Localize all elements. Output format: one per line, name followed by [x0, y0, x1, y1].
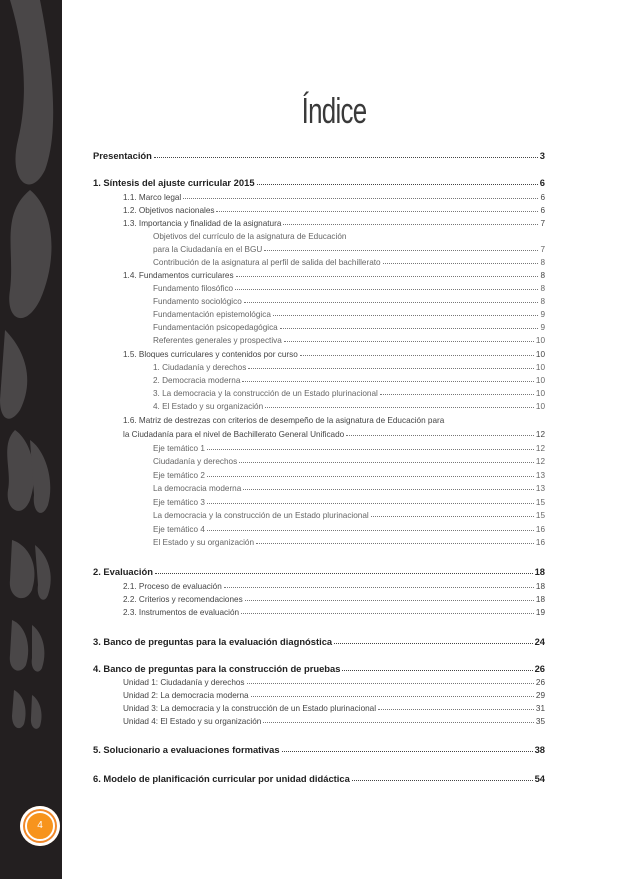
toc-page: 10 [535, 376, 545, 385]
toc-page: 29 [535, 691, 545, 700]
toc-page: 19 [535, 608, 545, 617]
page-title: Índice [301, 90, 367, 131]
toc-page: 12 [535, 430, 545, 439]
toc-entry[interactable] [93, 663, 545, 674]
toc-leader [154, 157, 538, 158]
toc-entry[interactable] [123, 582, 545, 591]
toc-leader [155, 573, 533, 574]
toc-page: 8 [540, 297, 545, 306]
toc-label: 1. Ciudadanía y derechos [153, 363, 247, 372]
toc-label: 1.1. Marco legal [123, 193, 182, 202]
page-number-badge [20, 806, 60, 846]
toc-label: Eje temático 3 [153, 498, 205, 507]
toc-page: 7 [540, 245, 545, 254]
toc-page: 6 [540, 206, 545, 215]
toc-label: 2. Democracia moderna [153, 376, 241, 385]
toc-leader [264, 250, 538, 251]
toc-leader [242, 381, 534, 382]
toc-entry[interactable] [93, 636, 545, 647]
toc-label: 1. Síntesis del ajuste curricular 2015 [93, 177, 255, 188]
toc-label: 4. Banco de preguntas para la construcción de pruebas [93, 663, 341, 674]
toc-label: para la Ciudadanía en el BGU [153, 245, 263, 254]
toc-page: 18 [535, 595, 545, 604]
toc-leader [265, 407, 534, 408]
toc-label: Unidad 4: El Estado y su organización [123, 717, 262, 726]
toc-entry[interactable] [153, 363, 545, 372]
toc-page: 12 [535, 444, 545, 453]
toc-entry[interactable] [93, 566, 545, 577]
toc-leader [244, 302, 539, 303]
toc-entry[interactable] [153, 376, 545, 385]
toc-page: 16 [535, 538, 545, 547]
toc-entry[interactable] [153, 389, 545, 398]
toc-label: Contribución de la asignatura al perfil de salida del bachillerato [153, 258, 381, 267]
toc-leader [352, 780, 533, 781]
toc-entry[interactable] [153, 258, 545, 267]
toc-page: 10 [535, 389, 545, 398]
toc-leader [284, 341, 534, 342]
toc-label: Unidad 3: La democracia y la construcción de un Estado plurinacional [123, 704, 377, 713]
toc-entry[interactable] [153, 245, 545, 254]
toc-leader [216, 211, 538, 212]
toc-leader [224, 587, 534, 588]
toc-leader [263, 722, 534, 723]
toc-label: Presentación [93, 150, 152, 161]
toc-leader [236, 276, 539, 277]
toc-label: 4. El Estado y su organización [153, 402, 264, 411]
toc-label: 1.4. Fundamentos curriculares [123, 271, 234, 280]
toc-page: 7 [540, 219, 545, 228]
toc-entry[interactable] [153, 511, 545, 520]
toc-label: 2.3. Instrumentos de evaluación [123, 608, 240, 617]
toc-page: 16 [535, 525, 545, 534]
toc-leader [243, 489, 534, 490]
toc-page: 10 [535, 336, 545, 345]
toc-entry[interactable] [123, 717, 545, 726]
toc-leader [183, 198, 538, 199]
toc-label: la Ciudadanía para el nivel de Bachillerato General Unificado [123, 430, 345, 439]
toc-entry[interactable] [153, 297, 545, 306]
toc-leader [207, 449, 534, 450]
toc-label: Eje temático 1 [153, 444, 205, 453]
toc-label: 3. La democracia y la construcción de un Estado plurinacional [153, 389, 378, 398]
toc-page: 24 [534, 636, 545, 647]
toc-page: 8 [540, 258, 545, 267]
toc-leader [247, 683, 534, 684]
toc-entry[interactable] [123, 678, 545, 687]
toc-entry[interactable] [123, 430, 545, 439]
toc-leader [283, 224, 538, 225]
toc-entry[interactable] [153, 284, 545, 293]
toc-leader [207, 476, 534, 477]
toc-leader [241, 613, 534, 614]
toc-leader [346, 435, 534, 436]
toc-page: 10 [535, 363, 545, 372]
toc-page: 18 [535, 582, 545, 591]
toc-leader [378, 709, 534, 710]
toc-label: 1.5. Bloques curriculares y contenidos por curso [123, 350, 298, 359]
toc-page: 8 [540, 284, 545, 293]
toc-entry[interactable] [153, 484, 545, 493]
toc-entry[interactable] [93, 744, 545, 755]
toc-entry[interactable] [123, 271, 545, 280]
toc-entry[interactable] [153, 444, 545, 453]
toc-page: 15 [535, 511, 545, 520]
toc-page: 6 [539, 177, 545, 188]
toc-leader [380, 394, 534, 395]
toc-page: 35 [535, 717, 545, 726]
toc-label-line[interactable]: Objetivos del currículo de la asignatura de Educación [153, 232, 347, 241]
toc-label: 1.2. Objetivos nacionales [123, 206, 215, 215]
toc-label: La democracia moderna [153, 484, 242, 493]
toc-page: 9 [540, 310, 545, 319]
toc-page: 31 [535, 704, 545, 713]
toc-entry[interactable] [153, 457, 545, 466]
toc-label: 5. Solucionario a evaluaciones formativas [93, 744, 280, 755]
toc-entry[interactable] [123, 595, 545, 604]
toc-leader [256, 543, 534, 544]
toc-entry[interactable] [123, 691, 545, 700]
toc-entry[interactable] [153, 336, 545, 345]
toc-entry[interactable] [153, 471, 545, 480]
toc-label: Unidad 1: Ciudadanía y derechos [123, 678, 245, 687]
toc-entry[interactable] [123, 219, 545, 228]
toc-page: 10 [535, 350, 545, 359]
toc-leader [300, 355, 534, 356]
toc-page: 10 [535, 402, 545, 411]
toc-label: Fundamento sociológico [153, 297, 242, 306]
toc-page: 8 [540, 271, 545, 280]
toc-label: 1.3. Importancia y finalidad de la asignatura [123, 219, 282, 228]
toc-label: El Estado y su organización [153, 538, 255, 547]
toc-label: 2. Evaluación [93, 566, 153, 577]
toc-leader [257, 184, 538, 185]
toc-label: Unidad 2: La democracia moderna [123, 691, 249, 700]
toc-leader [251, 696, 534, 697]
toc-label: 6. Modelo de planificación curricular por unidad didáctica [93, 773, 350, 784]
toc-label: Eje temático 2 [153, 471, 205, 480]
toc-entry[interactable] [153, 402, 545, 411]
toc-label: Fundamento filosófico [153, 284, 234, 293]
toc-label: 2.2. Criterios y recomendaciones [123, 595, 243, 604]
toc-page: 15 [535, 498, 545, 507]
toc-leader [235, 289, 538, 290]
toc-entry[interactable] [123, 193, 545, 202]
toc-entry[interactable] [93, 177, 545, 188]
toc-leader [207, 530, 534, 531]
toc-leader [273, 315, 539, 316]
toc-page: 38 [534, 744, 545, 755]
toc-leader [248, 368, 534, 369]
toc-page: 18 [534, 566, 545, 577]
toc-leader [245, 600, 534, 601]
toc-label: Ciudadanía y derechos [153, 457, 238, 466]
toc-label: Fundamentación epistemológica [153, 310, 271, 319]
toc-leader [282, 751, 533, 752]
toc-page: 54 [534, 773, 545, 784]
page-title-wrap [0, 90, 638, 132]
toc-label: 2.1. Proceso de evaluación [123, 582, 222, 591]
toc-page: 9 [540, 323, 545, 332]
toc-page: 13 [535, 484, 545, 493]
toc-page: 26 [534, 663, 545, 674]
toc-leader [383, 263, 539, 264]
toc-entry[interactable] [123, 608, 545, 617]
toc-leader [239, 462, 534, 463]
toc-entry[interactable] [153, 310, 545, 319]
toc-entry[interactable] [93, 150, 545, 161]
toc-label: 3. Banco de preguntas para la evaluación diagnóstica [93, 636, 333, 647]
toc-leader [371, 516, 534, 517]
toc-entry[interactable] [153, 498, 545, 507]
toc-label: Eje temático 4 [153, 525, 205, 534]
toc-page: 3 [539, 150, 545, 161]
toc-leader [334, 643, 532, 644]
toc-label: Referentes generales y prospectiva [153, 336, 282, 345]
toc-label: La democracia y la construcción de un Estado plurinacional [153, 511, 369, 520]
toc-leader [280, 328, 539, 329]
toc-label: Fundamentación psicopedagógica [153, 323, 278, 332]
toc-entry[interactable] [123, 704, 545, 713]
toc-entry[interactable] [153, 538, 545, 547]
toc-label-line[interactable]: 1.6. Matriz de destrezas con criterios de desempeño de la asignatura de Educación para [123, 416, 445, 425]
toc-page: 6 [540, 193, 545, 202]
page-number: 4 [25, 811, 55, 841]
toc-page: 26 [535, 678, 545, 687]
toc-entry[interactable] [153, 323, 545, 332]
toc-entry[interactable] [123, 206, 545, 215]
toc-leader [342, 670, 532, 671]
toc-page: 12 [535, 457, 545, 466]
toc-page: 13 [535, 471, 545, 480]
toc-leader [207, 503, 534, 504]
toc-entry[interactable] [123, 350, 545, 359]
toc-entry[interactable] [153, 525, 545, 534]
toc-entry[interactable] [93, 773, 545, 784]
